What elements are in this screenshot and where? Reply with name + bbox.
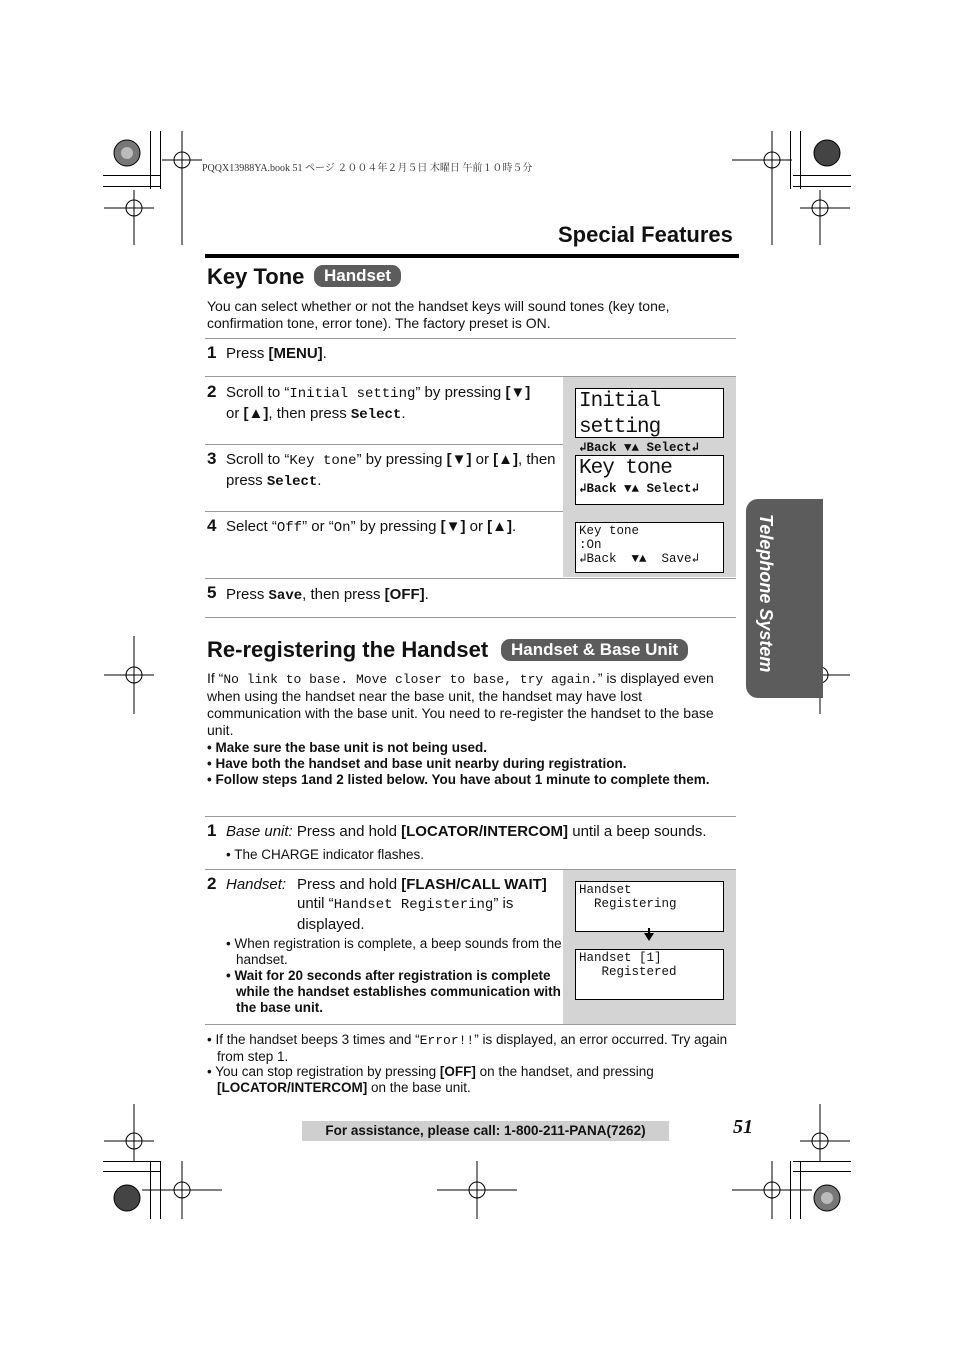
lcd-line: Initial setting — [579, 390, 661, 439]
assistance-footer: For assistance, please call: 1-800-211-PANA(7262) — [302, 1121, 669, 1141]
step-number: 2 — [207, 382, 217, 401]
print-header: PQQX13988YA.book 51 ページ ２００４年２月５日 木曜日 午前１０時５分 — [202, 163, 533, 174]
bullet-item: • Follow steps 1and 2 listed below. You have about 1 minute to complete them. — [207, 772, 710, 787]
step-number: 5 — [207, 583, 217, 602]
key-tone-step-4: Select “Off” or “On” by pressing [▼] or [▲]. — [226, 518, 517, 536]
key-tone-intro: You can select whether or not the handset keys will sound tones (key tone, confirmation tone, error tone). The factory preset is ON. — [207, 298, 670, 331]
lcd-softkeys: ↲Back ▼▲ Select↲ — [579, 441, 700, 455]
arrow-down-icon — [644, 933, 654, 941]
lcd-line: Handset — [579, 883, 632, 897]
reregister-step-2: Press and hold [FLASH/CALL WAIT] until “Handset Registering” is displayed. — [297, 876, 547, 933]
key-tone-step-1: Press [MENU]. — [226, 345, 327, 362]
divider — [205, 617, 736, 618]
lcd-line: Registering — [579, 897, 677, 911]
reregister-title: Re-registering the Handset — [207, 637, 489, 662]
key-tone-title: Key Tone — [207, 264, 305, 289]
reregister-footnote-1: • If the handset beeps 3 times and “Error!!” is displayed, an error occurred. Try again from step 1. — [207, 1032, 728, 1064]
divider — [205, 338, 736, 339]
divider — [205, 511, 563, 512]
divider — [205, 444, 563, 445]
reregister-intro: If “No link to base. Move closer to base, try again.” is displayed even when using the handset near the base unit, the handset may have lost communication with the base unit. You need to re-register the handset to the base unit. — [207, 670, 714, 738]
reregister-step-1-note: • The CHARGE indicator flashes. — [226, 847, 425, 862]
reregister-step-2-warning: • Wait for 20 seconds after registration is complete while the handset establishes communication with the base unit. — [226, 968, 561, 1015]
section-title: Special Features — [558, 222, 733, 247]
lcd-line: Handset [1] — [579, 951, 662, 965]
lcd-line: :On — [579, 538, 602, 552]
divider — [205, 578, 736, 579]
reregister-badge: Handset & Base Unit — [501, 639, 688, 661]
lcd-line: Key tone — [579, 457, 672, 480]
step-number: 2 — [207, 874, 217, 893]
reregister-step-1: Base unit: Press and hold [LOCATOR/INTERCOM] until a beep sounds. — [226, 823, 707, 840]
bullet-item: • Have both the handset and base unit nearby during registration. — [207, 756, 627, 771]
lcd-display — [575, 388, 724, 455]
divider — [205, 816, 736, 817]
step-number: 1 — [207, 343, 217, 362]
lcd-display — [575, 455, 724, 505]
lcd-line: Key tone — [579, 524, 640, 538]
key-tone-step-2: Scroll to “Initial setting” by pressing [▼] or [▲], then press Select. — [226, 384, 531, 423]
reregister-step-2-label: Handset: — [226, 876, 287, 893]
lcd-softkeys: ↲Back ▼▲ Save↲ — [579, 552, 700, 566]
step-number: 3 — [207, 449, 217, 468]
key-tone-badge: Handset — [314, 265, 401, 287]
reregister-footnote-2: • You can stop registration by pressing [OFF] on the handset, and pressing [LOCATOR/INTERCOM] on the base unit. — [207, 1064, 654, 1095]
step-number: 1 — [207, 821, 217, 840]
side-tab-label: Telephone System — [756, 514, 776, 673]
step-number: 4 — [207, 516, 217, 535]
bullet-item: • Make sure the base unit is not being used. — [207, 740, 488, 755]
page-number: 51 — [733, 1116, 753, 1138]
lcd-display — [575, 949, 724, 1000]
key-tone-step-5: Press Save, then press [OFF]. — [226, 586, 429, 604]
reregister-bullets — [207, 740, 732, 788]
lcd-display — [575, 522, 724, 573]
key-tone-step-3: Scroll to “Key tone” by pressing [▼] or [▲], then press Select. — [226, 451, 556, 490]
lcd-display — [575, 881, 724, 932]
lcd-softkeys: ↲Back ▼▲ Select↲ — [579, 482, 700, 496]
section-rule — [205, 254, 739, 258]
lcd-line: Registered — [579, 965, 677, 979]
reregister-step-2-note: • When registration is complete, a beep sounds from the handset. — [226, 936, 562, 967]
divider — [205, 1024, 736, 1025]
